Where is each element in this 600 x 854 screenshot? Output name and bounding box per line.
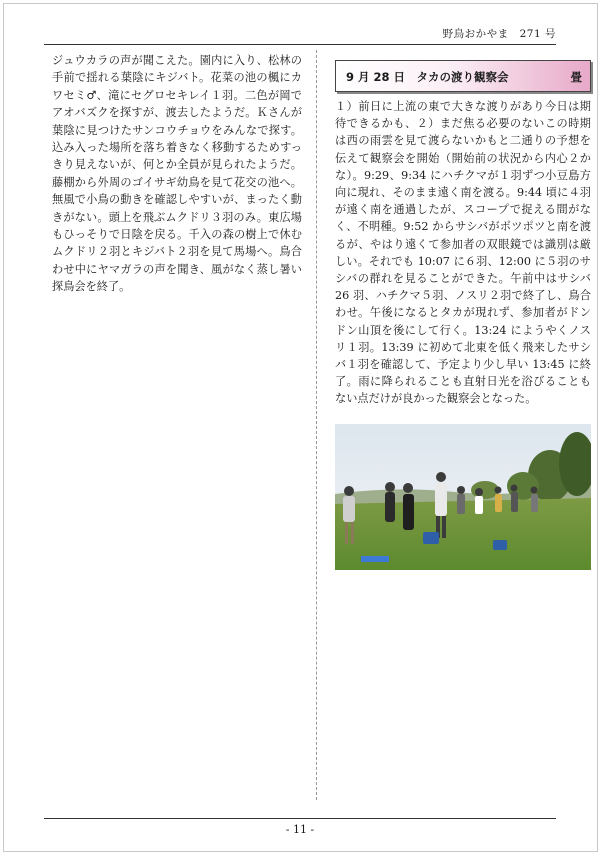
report-title-box xyxy=(335,60,591,92)
report-author: 畳 xyxy=(570,70,582,84)
report-title: 9 月 28 日 タカの渡り観察会 xyxy=(346,70,509,84)
footer-rule xyxy=(44,818,556,819)
running-header: 野鳥おかやま 271 号 xyxy=(442,28,556,40)
hilltop-birdwatchers-image xyxy=(335,424,591,570)
column-divider xyxy=(316,50,317,800)
right-column xyxy=(335,60,591,570)
left-column-text: ジュウカラの声が聞こえた。園内に入り、松林の手前で揺れる葉陰にキジバト。花菜の池の楓にカワセミ♂、滝にセグロセキレイ１羽。二色が岡でアオバズクを探すが、渡去したようだ。Ｋさんが葉陰に見つけたサンコウチョウをみんなで探す。込み入った場所を落ち着きなく移動するためすっきり見えないが、何とか全員が見られたようだ。藤棚から外周のゴイサギ幼鳥を見て花交の池へ。無風で小鳥の動きを確認しやすいが、まったく動きがない。頭上を飛ぶムクドリ３羽のみ。東広場もひっそりで日陰を戻る。千入の森の樹上で休むムクドリ２羽とキジバト２羽を見て馬場へ。鳥合わせ中にヤマガラの声を聞き、風がなく蒸し暑い探鳥会を終了。 xyxy=(52,54,302,294)
observation-photo xyxy=(335,424,591,570)
header-rule xyxy=(44,44,556,45)
report-body: １）前日に上流の東で大きな渡りがあり今日は期待できるかも、２）まだ焦る必要のないこの時期は西の雨雲を見て渡らないかもと二通りの予想を伝えて観察会を開始（開始前の状況から内心２かな）。9:29、9:34 にハチクマが１羽ずつ小豆島方向に現れ、そのまま遠く南を渡る。9:44 頃に４羽が遠く南を通過したが、スコープで捉える間がなく、不明種。9:52 からサシバがポツポツと南を渡るが、やはり遠くて参加者の双眼鏡では識別は厳しい。それでも 10:07 に６羽、12:00 に５羽のサシバの群れを見ることができた。午前中はサシバ 26 羽、ハチクマ５羽、ノスリ２羽で終了し、鳥合わせ。午後になるとタカが現れず、参加者がドンドン山頂を後にして行く。13:24 にようやくノスリ１羽。13:39 に初めて北東を低く飛来したサシバ１羽を確認して、予定より少し早い 13:45 に終了。雨に降られることも直射日光を浴びることもない点だけが良かった観察会となった。 xyxy=(335,100,591,406)
page-number: - 11 - xyxy=(285,823,315,836)
